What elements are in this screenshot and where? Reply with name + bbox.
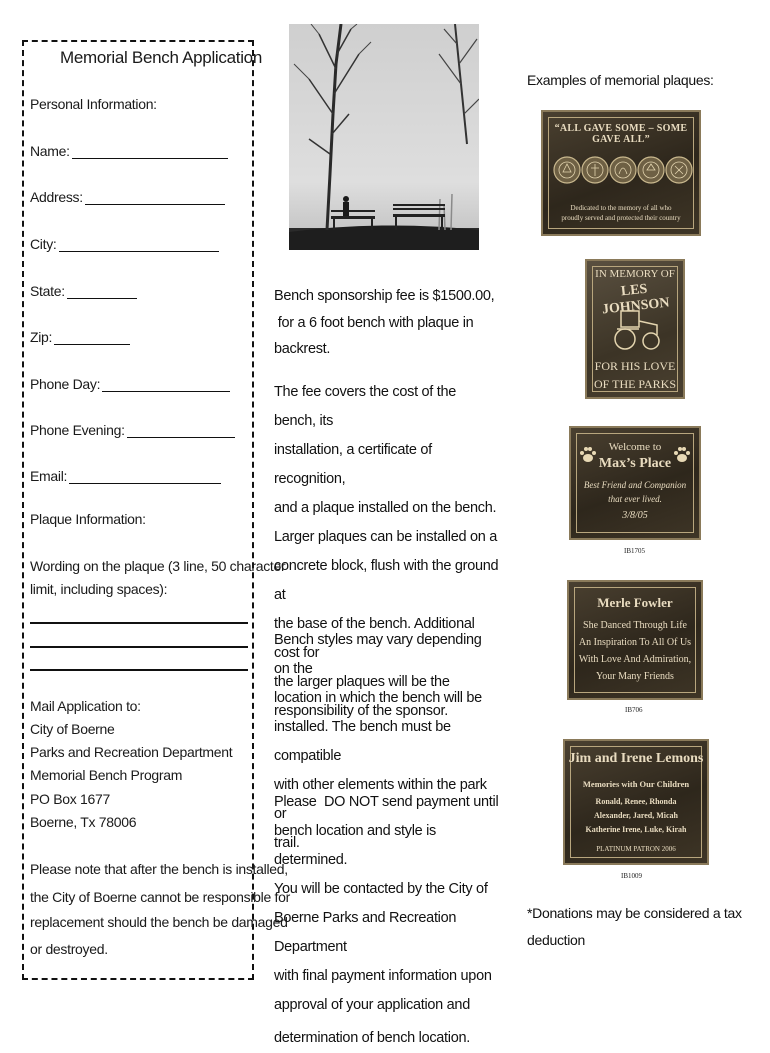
- mail-address-line: PO Box 1677: [30, 791, 110, 807]
- plaque4-code: IB706: [625, 706, 643, 714]
- fee-line: for a 6 foot bench with plaque in: [274, 315, 474, 331]
- donation-note-line1: *Donations may be considered a tax: [527, 905, 742, 921]
- styles-line: location in which the bench will be: [274, 690, 482, 706]
- city-field[interactable]: [30, 236, 219, 252]
- plaque4-name: Merle Fowler: [597, 595, 673, 610]
- mail-address-line: Parks and Recreation Department: [30, 744, 233, 760]
- plaque2-line1: FOR HIS LOVE: [594, 359, 676, 373]
- plaque-les-johnson: [585, 259, 685, 399]
- zip-input-line[interactable]: [54, 330, 130, 345]
- park-bench-photo: [289, 24, 479, 250]
- styles-line: Bench styles may vary depending on the: [274, 632, 482, 677]
- plaque2-line2: OF THE PARKS: [593, 377, 677, 391]
- payment-line: Please DO NOT send payment until: [274, 794, 499, 810]
- plaque3-line2: that ever lived.: [608, 494, 662, 504]
- wording-line-3[interactable]: [30, 669, 248, 671]
- name-field[interactable]: [30, 143, 228, 159]
- email-label: Email:: [30, 468, 68, 484]
- name-label: Name:: [30, 143, 70, 159]
- personal-info-heading: Personal Information:: [30, 96, 157, 112]
- mail-address-line: City of Boerne: [30, 721, 115, 737]
- phone-day-input-line[interactable]: [102, 377, 230, 392]
- name-input-line[interactable]: [72, 144, 228, 159]
- plaque3-code: IB1705: [624, 547, 645, 555]
- payment-line: Boerne Parks and Recreation Department: [274, 910, 457, 955]
- phone-evening-label: Phone Evening:: [30, 422, 125, 438]
- plaque-all-gave-some: [541, 110, 701, 236]
- covers-line: installation, a certificate of recognition,: [274, 442, 432, 487]
- disclaimer-line: replacement should the bench be damaged: [30, 914, 288, 930]
- plaque1-line2: proudly served and protected their country: [561, 214, 681, 222]
- military-seals-icon: [553, 142, 693, 198]
- plaque1-title: “ALL GAVE SOME – SOME GAVE ALL”: [554, 123, 688, 145]
- tractor-icon: [611, 303, 663, 353]
- phone-evening-field[interactable]: [30, 422, 235, 438]
- covers-line: the base of the bench. Additional cost for: [274, 616, 475, 661]
- plaque-merle-fowler: [567, 580, 703, 700]
- plaque5-sub: Memories with Our Children: [582, 779, 690, 789]
- plaque5-line: Alexander, Jared, Micah: [594, 811, 678, 820]
- state-field[interactable]: [30, 283, 137, 299]
- plaque2-top: IN MEMORY OF: [595, 268, 675, 280]
- phone-evening-input-line[interactable]: [127, 423, 235, 438]
- plaque2-name: LES JOHNSON: [601, 281, 671, 318]
- city-input-line[interactable]: [59, 237, 219, 252]
- covers-line: responsibility of the sponsor.: [274, 703, 448, 719]
- mail-to-heading: Mail Application to:: [30, 698, 141, 714]
- covers-line: the larger plaques will be the: [274, 674, 450, 690]
- payment-line: with final payment information upon: [274, 968, 492, 984]
- zip-field[interactable]: [30, 329, 130, 345]
- disclaimer-line: Please note that after the bench is installed,: [30, 861, 288, 877]
- fee-paragraph: [274, 282, 500, 364]
- plaque5-patron: PLATINUM PATRON 2006: [596, 845, 676, 853]
- address-field[interactable]: [30, 189, 225, 205]
- plaque-maxs-place: [569, 426, 701, 540]
- mail-address-line: Boerne, Tx 78006: [30, 814, 137, 830]
- fee-line: Bench sponsorship fee is $1500.00,: [274, 288, 495, 304]
- mail-address-line: Memorial Bench Program: [30, 767, 183, 783]
- styles-line: with other elements within the park or: [274, 777, 487, 822]
- wording-line-1[interactable]: [30, 622, 248, 624]
- styles-line: trail.: [274, 835, 300, 851]
- payment-line: You will be contacted by the City of: [274, 881, 488, 897]
- disclaimer-line: or destroyed.: [30, 941, 108, 957]
- plaque4-line: An Inspiration To All Of Us: [578, 637, 692, 648]
- state-label: State:: [30, 283, 65, 299]
- examples-heading: Examples of memorial plaques:: [527, 72, 714, 88]
- plaque-jim-irene-lemons: [563, 739, 709, 865]
- wording-line-2[interactable]: [30, 646, 248, 648]
- covers-line: The fee covers the cost of the bench, its: [274, 384, 457, 429]
- plaque3-line1: Best Friend and Companion: [583, 480, 687, 490]
- plaque4-line: With Love And Admiration,: [578, 654, 692, 665]
- foggy-park-image: [289, 24, 479, 250]
- plaque5-code: IB1009: [621, 872, 642, 880]
- plaque5-line: Ronald, Renee, Rhonda: [595, 797, 677, 806]
- application-form-panel: [22, 40, 254, 980]
- email-input-line[interactable]: [69, 469, 221, 484]
- covers-line: and a plaque installed on the bench.: [274, 500, 497, 516]
- plaque-info-heading: Plaque Information:: [30, 511, 146, 527]
- email-field[interactable]: [30, 468, 221, 484]
- plaque1-line1: Dedicated to the memory of all who: [570, 204, 672, 212]
- plaque5-line: Katherine Irene, Luke, Kirah: [585, 825, 687, 834]
- payment-line: bench location and style is determined.: [274, 823, 436, 868]
- donation-note-line2: deduction: [527, 932, 586, 948]
- plaque3-welcome: Welcome to: [608, 441, 662, 453]
- phone-day-label: Phone Day:: [30, 376, 101, 392]
- payment-line: approval of your application and: [274, 997, 470, 1013]
- wording-instructions-2: limit, including spaces):: [30, 581, 168, 597]
- plaque5-name: Jim and Irene Lemons: [568, 751, 704, 766]
- zip-label: Zip:: [30, 329, 53, 345]
- covers-line: Larger plaques can be installed on a: [274, 529, 497, 545]
- disclaimer-line: the City of Boerne cannot be responsible for: [30, 889, 290, 905]
- address-input-line[interactable]: [85, 190, 225, 205]
- form-title: Memorial Bench Application: [60, 48, 262, 67]
- plaque4-line: She Danced Through Life: [583, 620, 687, 631]
- plaque3-place: Max’s Place: [598, 456, 672, 471]
- payment-paragraph: [274, 788, 500, 1053]
- city-label: City:: [30, 236, 57, 252]
- wording-instructions-1: Wording on the plaque (3 line, 50 character: [30, 558, 286, 574]
- covers-line: concrete block, flush with the ground at: [274, 558, 499, 603]
- phone-day-field[interactable]: [30, 376, 230, 392]
- state-input-line[interactable]: [67, 284, 137, 299]
- plaque3-date: 3/8/05: [622, 510, 648, 521]
- plaque4-line: Your Many Friends: [596, 671, 674, 682]
- fee-line: backrest.: [274, 341, 331, 357]
- styles-line: installed. The bench must be compatible: [274, 719, 451, 764]
- payment-line: determination of bench location.: [274, 1030, 470, 1046]
- address-label: Address:: [30, 189, 83, 205]
